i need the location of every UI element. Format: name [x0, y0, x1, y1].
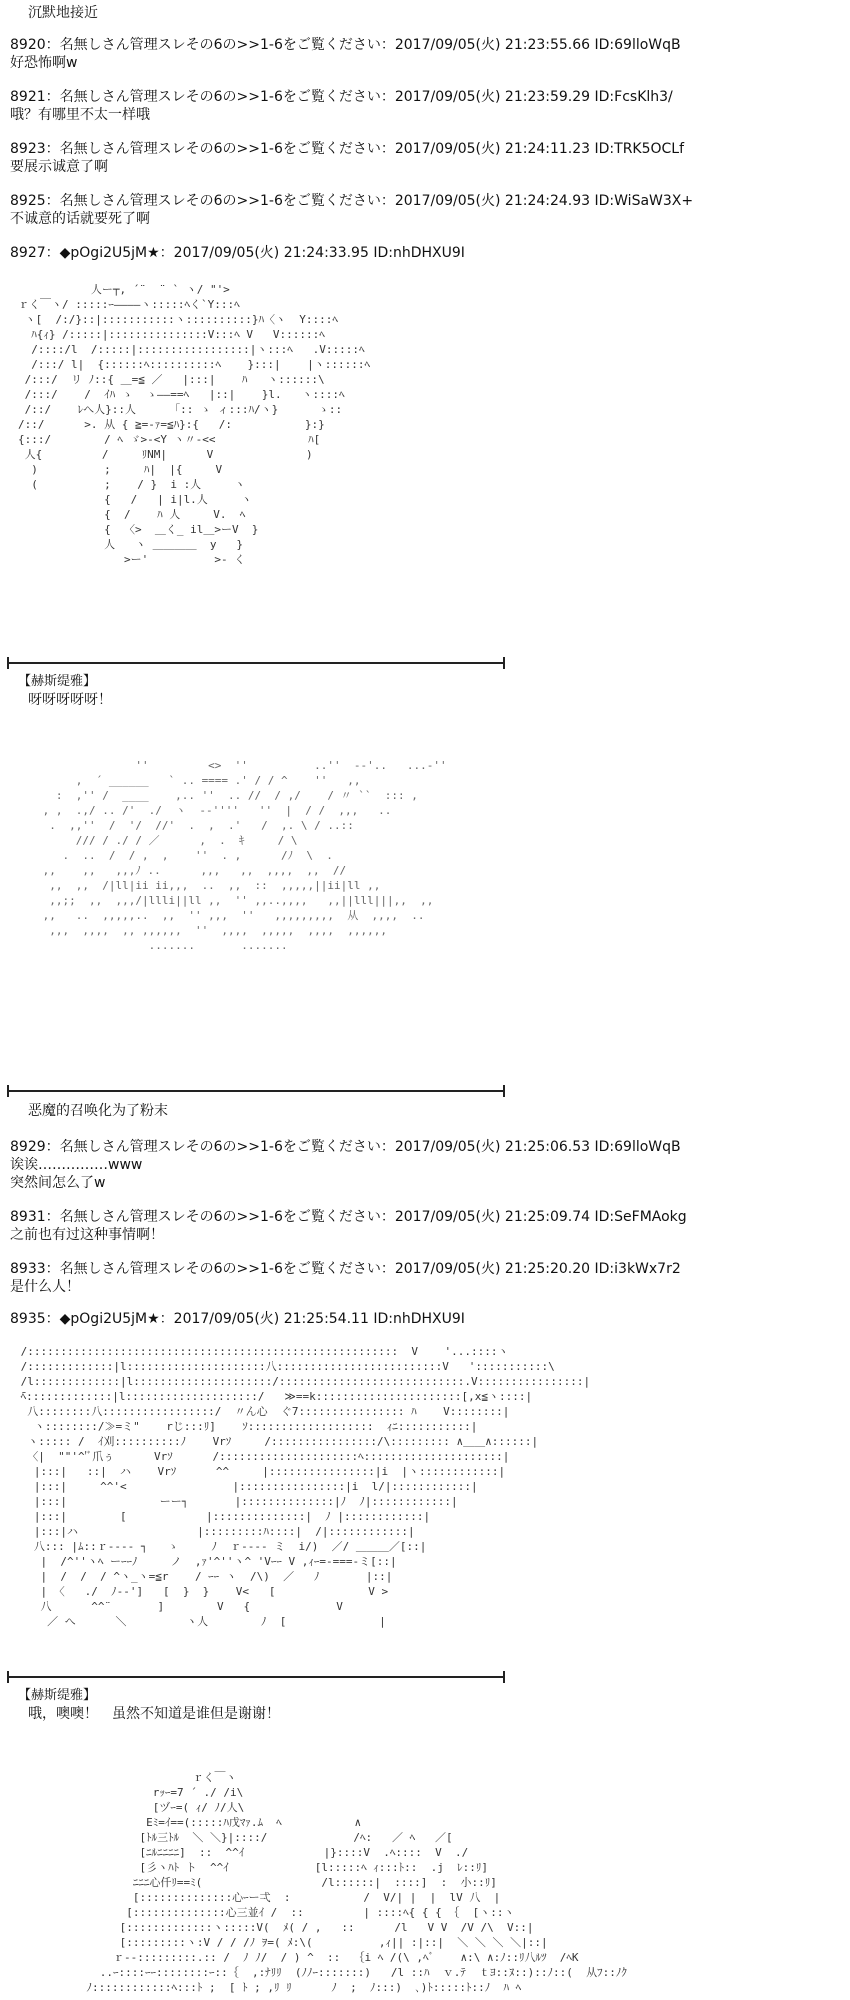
- narration-line: 沉默地接近: [28, 5, 98, 21]
- speaker-line: 哦，噢噢！ 虽然不知道是谁但是谢谢！: [28, 1706, 280, 1722]
- post-header-8927: 8927：◆pOgi2U5jM★：2017/09/05(火) 21:24:33.95 ID:nhDHXU9I: [10, 245, 465, 261]
- divider-cap: [503, 1671, 505, 1683]
- speaker-name: 【赫斯缇雅】: [18, 674, 97, 689]
- post-body-8921: 哦？有哪里不太一样哦: [10, 107, 150, 123]
- ascii-art-effect: '' <> '' ..'' -‐'.. ...-'' , ´ ______ ` .. ==== .' / / ^ '' ,, : ,'' / ____ ,.. '' .. // / ,/ / 〃 `` ::: , , , .,/ .. /' ./ ヽ --'''' '' | / / ,,, .. . ,,'' / '/ //' . , .' / ,. \ / ..:: /// / ./ / ／ , . ｷ / \ . .. / / , , '' . , /ﾉ \ . ,, ,, ,,,ﾉ .. ,,, ,, ,,,, ,, // ,, ,, /|ll|ii ii,,, .. ,, :: ,,,,,||ii|ll ,, ,,;; ,, ,,,/|llli||ll ,, '' ,,..,,,, ,,||lll|||,, ,, ,, .. ,,,,,.. ,, '' ,,, '' ,,,,,,,,, 从 ,,,, .. ,,, ,,,, ,, ,,,,,, '' ,,,, ,,,,, ,,,, ,,,,,, ....... .......: [42, 759, 447, 952]
- ascii-art-character: /:::::::::::::::::::::::::::::::::::::::::::::::::::::::: V '...::::ヽ /:::::::::::::|l:::::::::::::::::::::八:::::::::::::::::::::::::V ':::::::::::\ /l:::::::::::::|l:::::::::::::::::::::/::::::::::::::::::::::::::::.V::::::::::::::::| ̄ﾍ:::::::::::::|l::::::::::::::::::::/ ≫==k::::::::::::::::::::::[,x≦ヽ::::| 八::::::::八:::::::::::::::::/ 〃ん心 ぐ7:::::::::::::::: ﾊ V::::::::| ヽ::::::::/≫=ミ" rじ:::ﾘ] ｿ::::::::::::::::::: ｨﾆ:::::::::::| ヽ::::: / ｲ刈::::::::::ﾉ Vrｿ /::::::::::::::::/\::::::::: ∧＿＿∧::::::| 〈| ""'^'ﾞ爪ぅ Vrｿ /:::::::::::::::::::::ﾍ:::::::::::::::::::::| |:::| ::| ハ Vrｿ ^^ |::::::::::::::::|i |ヽ::::::::::::| |:::| ^^'< |::::::::::::::::|i l/|::::::::::::| |:::| ーー┐ |::::::::::::::|ﾉ ﾉ|::::::::::::| |:::| [ |::::::::::::::| ﾉ |::::::::::::| |:::|ハ |:::::::::ﾊ::::| /|::::::::::::| 八::: |ﾑ::ｒ‐‐‐- ┐ ゝ ﾉ ｒ‐‐‐- ミ i/) ／/ ＿＿＿／[::| | /^''ヽﾍ ーｰｰﾉ ノ ,ｧ'^''ヽ^ 'Vｰｰ V ,ｨｰ=-===-ミ[::| | / / / ^ヽ_ヽ=≦r / ｰｰ ヽ /\) ／ ﾉ |::| | 〈 ./ ﾉ--'] [ } } V< [ V > 八 ^^¨ ] V { V ／ へ ＼ ヽ人 ﾉ [ |: [14, 1345, 591, 1628]
- divider-cap: [503, 657, 505, 669]
- post-body-8929-second: 突然间怎么了w: [10, 1175, 106, 1191]
- ascii-art-group: ｒく￣ヽ rｯｰ=7 ´ ./ /i\ [ヅｰ=( ｨ/ ﾉ/人\ Eﾐ=ｲ==(:::::ﾊ戊ﾏｧ.ﾑ ﾍ ∧ [ﾄﾙ三ﾄﾙ ＼ ＼}|::::/ /ﾍ: ／ ﾍ ／[ [ﾆﾙﾆﾆﾆﾆ] :: ^^ｲ |}::::V .ﾍ:::: V ./ [彡ヽﾊﾄ ト ^^ｲ [l:::::ﾍ ｨ:::ﾄ:: .j ﾚ::ﾘ] ﾆﾆﾆ心仟ﾘ==ﾐ( /l::::::| ::::] : 小::ﾘ] [::::::::::::::心ｰー弌 : / V/| | | lV 八 | [::::::::::::::心三並ｲ / :: | ::::ﾍ{ { { ｛ [ヽ::ヽ [:::::::::::::ヽ:::::V( ﾒ( / , :: /l V V /V /\ V::| [:::::::::ヽ:V / / /ﾉ ｦ=( ﾒ:\( ,ｨ|| :|::| ＼ ＼ ＼ ＼|::| ｒ--:::::::::.:: / ﾉ ﾉ/ / ) ^ :: ｛i ﾍ /(\ ,ﾍﾞ ∧:\ ∧:ﾉ::ﾘ八ﾙﾂ /ﾍK ..ｰ::::ｰｰ::::::::ｰ::｛ ,:ﾅﾘﾘ (ﾉﾉｰ:::::::) /l ::ﾊ ｖ.ﾃ ｔﾖ::ﾇ::)::ﾉ::( 从ﾌ::ﾉｸ ﾉ::::::::::::ﾍ:::ﾄ ; [ ﾄ ; ,ﾘ ﾘ ﾉ ; ﾉ:::) ､)ﾄ:::::ﾄ::ﾉ ﾊ ﾍ: [86, 1771, 627, 1994]
- narration-line: 恶魔的召唤化为了粉末: [28, 1103, 168, 1119]
- divider-line: [8, 662, 504, 664]
- divider-line: [8, 1090, 504, 1092]
- post-body-8923: 要展示诚意了啊: [10, 159, 108, 175]
- post-body-8933: 是什么人！: [10, 1279, 80, 1295]
- post-header-8925: 8925：名無しさん管理スレその6の>>1-6をご覧ください：2017/09/05(火) 21:24:24.93 ID:WiSaW3X+: [10, 193, 694, 209]
- post-header-8935: 8935：◆pOgi2U5jM★：2017/09/05(火) 21:25:54.11 ID:nhDHXU9I: [10, 1311, 465, 1327]
- post-header-8921: 8921：名無しさん管理スレその6の>>1-6をご覧ください：2017/09/05(火) 21:23:59.29 ID:FcsKlh3/: [10, 89, 673, 105]
- post-body-8931: 之前也有过这种事情啊！: [10, 1227, 164, 1243]
- speaker-line: 呀呀呀呀呀！: [28, 692, 112, 708]
- divider-cap: [503, 1085, 505, 1097]
- post-header-8931: 8931：名無しさん管理スレその6の>>1-6をご覧ください：2017/09/05(火) 21:25:09.74 ID:SeFMAokg: [10, 1209, 687, 1225]
- divider-cap: [7, 1671, 9, 1683]
- post-header-8923: 8923：名無しさん管理スレその6の>>1-6をご覧ください：2017/09/05(火) 21:24:11.23 ID:TRK5OCLf: [10, 141, 685, 157]
- post-header-8933: 8933：名無しさん管理スレその6の>>1-6をご覧ください：2017/09/05(火) 21:25:20.20 ID:i3kWx7r2: [10, 1261, 681, 1277]
- post-body-8929: 诶诶……………www: [10, 1157, 143, 1173]
- post-header-8929: 8929：名無しさん管理スレその6の>>1-6をご覧ください：2017/09/05(火) 21:25:06.53 ID:69lloWqB: [10, 1139, 681, 1155]
- post-header-8920: 8920：名無しさん管理スレその6の>>1-6をご覧ください：2017/09/05(火) 21:23:55.66 ID:69lloWqB: [10, 37, 681, 53]
- ascii-art-figure: 人ー┬, ´¨ ¨ ` ヽ/ "'> ｒく￣ヽ/ :::::ｰ――――ヽ:::::ﾍく`Y:::ﾍ ヽ[ /:/}::|:::::::::::ヽ::::::::::}ﾊ〈ヽ Y::::ﾍ ﾊ{ｨ} /:::::|:::::::::::::::V:::ﾍ V V::::::ﾍ /::::/l /:::::|:::::::::::::::::|ヽ:::ﾍ .V:::::ﾍ /:::/ l| {::::::ﾍ::::::::::ﾍ }:::| |ヽ::::::ﾍ /:::/ リ ﾉ::{ ＿=≦ ／ |:::| ﾊ ヽ::::::\ /:::/ / ｲﾊ ゝ ゝ――==ﾍ |::| }l. ヽ::::ﾍ /::/ ﾚへ人}::人 「:: ゝ ィ:::ﾊ/ヽ} ゝ:: /::/ >. 从 { ≧=-ｧ=≦ﾊ}:{ /: }:} {:::/ / ﾍ ゞ>-<Y ヽ〃-<< ﾊ[ 人{ / ﾘNM| V ) ) ; ﾊ| |{ V ( ; / } i :人 ヽ { / | i|l.人 ヽ { / ﾊ 人 V. ﾍ { 〈> ＿く_ il＿>ーV } 人 ヽ ＿＿＿＿ y } >ー' >- く: [18, 283, 371, 566]
- speaker-name: 【赫斯缇雅】: [18, 1688, 97, 1703]
- divider-cap: [7, 657, 9, 669]
- divider-cap: [7, 1085, 9, 1097]
- divider-line: [8, 1676, 504, 1678]
- post-body-8920: 好恐怖啊w: [10, 55, 78, 71]
- post-body-8925: 不诚意的话就要死了啊: [10, 211, 150, 227]
